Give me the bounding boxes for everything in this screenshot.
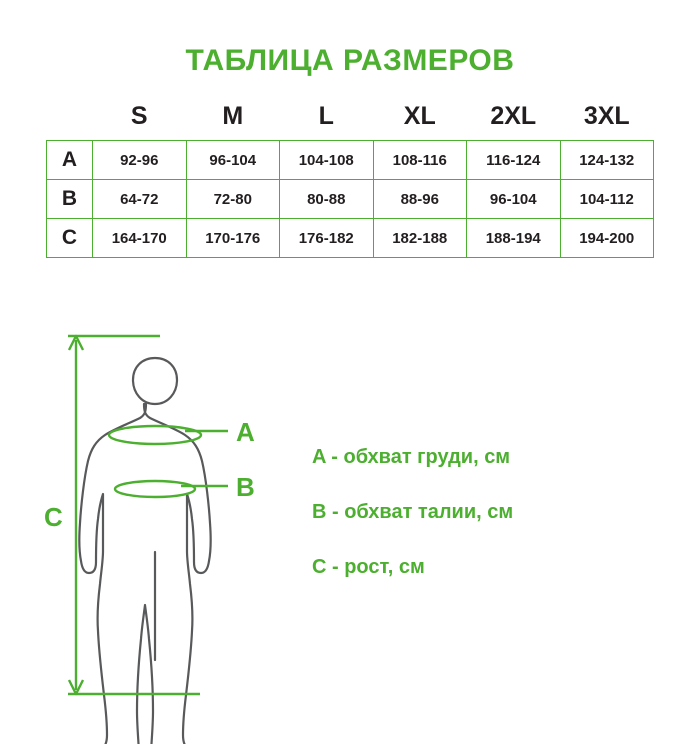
size-chart-page <box>0 44 700 744</box>
table-row <box>47 141 654 180</box>
cell-a-s: 92-96 <box>93 141 187 180</box>
cell-c-s: 164-170 <box>93 219 187 258</box>
legend-item-b: B - обхват талии, см <box>312 501 514 523</box>
page-title: ТАБЛИЦА РАЗМЕРОВ <box>185 44 515 77</box>
cell-c-m: 170-176 <box>186 219 280 258</box>
legend-item-a: A - обхват груди, см <box>312 446 511 468</box>
size-table <box>46 96 654 258</box>
cell-a-xl: 108-116 <box>373 141 467 180</box>
label-b: B <box>236 472 255 502</box>
column-header-s: S <box>130 101 148 130</box>
column-header-xl: XL <box>403 101 436 130</box>
table-row <box>47 219 654 258</box>
cell-b-2xl: 96-104 <box>467 180 561 219</box>
row-header-b: B <box>47 180 93 219</box>
cell-a-2xl: 116-124 <box>467 141 561 180</box>
label-c: C <box>44 502 63 532</box>
legend-item-c: C - рост, см <box>312 556 425 578</box>
column-header-l: L <box>318 101 334 130</box>
label-a: A <box>236 417 255 447</box>
cell-a-m: 96-104 <box>186 141 280 180</box>
size-table-container <box>46 96 654 258</box>
column-header-m: M <box>222 101 244 130</box>
body-outline-icon <box>79 358 210 744</box>
column-header-3xl: 3XL <box>583 101 630 130</box>
row-header-a: A <box>47 141 93 180</box>
table-row <box>47 180 654 219</box>
cell-b-3xl: 104-112 <box>560 180 654 219</box>
cell-b-s: 64-72 <box>93 180 187 219</box>
chest-measure-ellipse <box>109 426 201 444</box>
cell-b-m: 72-80 <box>186 180 280 219</box>
table-header-row <box>47 96 654 141</box>
cell-c-xl: 182-188 <box>373 219 467 258</box>
size-table-header <box>47 96 654 141</box>
waist-measure-ellipse <box>115 481 195 497</box>
size-table-body <box>47 141 654 258</box>
cell-c-3xl: 194-200 <box>560 219 654 258</box>
row-header-c: C <box>47 219 93 258</box>
cell-a-l: 104-108 <box>280 141 374 180</box>
cell-a-3xl: 124-132 <box>560 141 654 180</box>
cell-c-2xl: 188-194 <box>467 219 561 258</box>
measurement-diagram <box>0 316 700 744</box>
cell-b-l: 80-88 <box>280 180 374 219</box>
cell-c-l: 176-182 <box>280 219 374 258</box>
legend <box>312 446 672 611</box>
column-header-2xl: 2XL <box>490 101 537 130</box>
table-corner-cell <box>47 96 93 141</box>
cell-b-xl: 88-96 <box>373 180 467 219</box>
